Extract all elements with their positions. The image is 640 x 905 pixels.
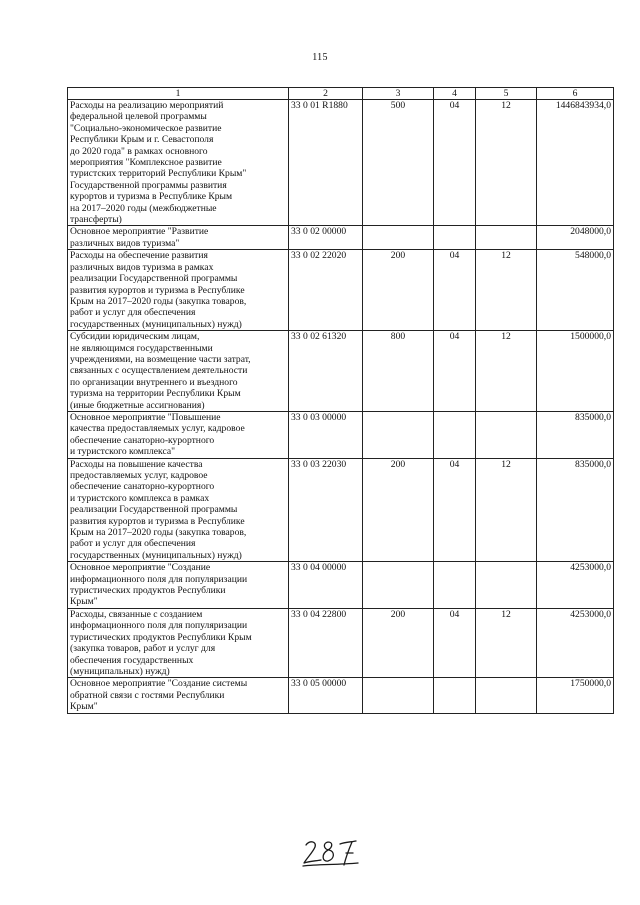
page-number: 115 <box>312 52 328 63</box>
row-expense-type: 500 <box>363 100 434 226</box>
row-expense-type: 200 <box>363 458 434 562</box>
table-row <box>68 226 614 250</box>
row-expense-type <box>363 678 434 713</box>
row-name: Основное мероприятие "Повышение качества предоставляемых услуг, кадровое обеспечение санаторно-курортного и туристского комплекса" <box>68 411 289 458</box>
table-row <box>68 678 614 713</box>
header-col-4: 4 <box>434 88 476 100</box>
row-target-code: 33 0 05 00000 <box>289 678 363 713</box>
table-row <box>68 458 614 562</box>
row-target-code: 33 0 03 00000 <box>289 411 363 458</box>
budget-table <box>67 87 614 714</box>
header-col-5: 5 <box>476 88 537 100</box>
row-amount: 835000,0 <box>537 411 614 458</box>
row-amount: 1500000,0 <box>537 331 614 412</box>
row-amount: 835000,0 <box>537 458 614 562</box>
row-amount: 1446843934,0 <box>537 100 614 226</box>
handwritten-signature <box>300 836 360 868</box>
row-section: 04 <box>434 608 476 677</box>
row-subsection: 12 <box>476 608 537 677</box>
row-subsection <box>476 678 537 713</box>
row-name: Расходы на повышение качества предоставляемых услуг, кадровое обеспечение санаторно-курортного и туристского комплекса в рамках реализации Государственной программы развития курортов и туризма в Республике Крым на 2017–2020 годы (закупка товаров, работ и услуг для обеспечения государственных (муниципальных) нужд) <box>68 458 289 562</box>
row-section: 04 <box>434 250 476 331</box>
row-section: 04 <box>434 100 476 226</box>
table-row <box>68 331 614 412</box>
row-name: Основное мероприятие "Создание системы обратной связи с гостями Республики Крым" <box>68 678 289 713</box>
header-col-1: 1 <box>68 88 289 100</box>
row-section <box>434 562 476 609</box>
row-target-code: 33 0 04 00000 <box>289 562 363 609</box>
row-section: 04 <box>434 331 476 412</box>
row-subsection: 12 <box>476 250 537 331</box>
row-name: Основное мероприятие "Создание информационного поля для популяризации туристических продуктов Республики Крым" <box>68 562 289 609</box>
row-expense-type: 200 <box>363 250 434 331</box>
row-name: Расходы на реализацию мероприятий федеральной целевой программы "Социально-экономическое развитие Республики Крым и г. Севастополя до 2020 года" в рамках основного мероприятия "Комплексное развитие туристских территорий Республики Крым" Государственной программы развития курортов и туризма в Республике Крым на 2017–2020 годы (межбюджетные трансферты) <box>68 100 289 226</box>
row-target-code: 33 0 02 22020 <box>289 250 363 331</box>
row-expense-type: 800 <box>363 331 434 412</box>
header-col-6: 6 <box>537 88 614 100</box>
row-section <box>434 411 476 458</box>
row-section <box>434 678 476 713</box>
row-expense-type <box>363 562 434 609</box>
table-row <box>68 411 614 458</box>
header-col-3: 3 <box>363 88 434 100</box>
table-header-row <box>68 88 614 100</box>
row-name: Основное мероприятие "Развитие различных видов туризма" <box>68 226 289 250</box>
row-target-code: 33 0 02 00000 <box>289 226 363 250</box>
row-subsection: 12 <box>476 100 537 226</box>
row-subsection <box>476 562 537 609</box>
row-subsection: 12 <box>476 458 537 562</box>
row-amount: 1750000,0 <box>537 678 614 713</box>
row-name: Субсидии юридическим лицам, не являющимся государственными учреждениями, на возмещение части затрат, связанных с осуществлением деятельности по организации внутреннего и въездного туризма на территории Республики Крым (иные бюджетные ассигнования) <box>68 331 289 412</box>
table-row <box>68 100 614 226</box>
table-row <box>68 608 614 677</box>
header-col-2: 2 <box>289 88 363 100</box>
row-expense-type <box>363 226 434 250</box>
row-section <box>434 226 476 250</box>
row-amount: 4253000,0 <box>537 562 614 609</box>
row-section: 04 <box>434 458 476 562</box>
table-row <box>68 562 614 609</box>
row-amount: 4253000,0 <box>537 608 614 677</box>
row-subsection <box>476 226 537 250</box>
row-name: Расходы на обеспечение развития различных видов туризма в рамках реализации Государственной программы развития курортов и туризма в Республике Крым на 2017–2020 годы (закупка товаров, работ и услуг для обеспечения государственных (муниципальных) нужд) <box>68 250 289 331</box>
row-subsection: 12 <box>476 331 537 412</box>
row-amount: 548000,0 <box>537 250 614 331</box>
row-target-code: 33 0 04 22800 <box>289 608 363 677</box>
row-subsection <box>476 411 537 458</box>
row-target-code: 33 0 03 22030 <box>289 458 363 562</box>
row-target-code: 33 0 02 61320 <box>289 331 363 412</box>
row-expense-type: 200 <box>363 608 434 677</box>
row-name: Расходы, связанные с созданием информационного поля для популяризации туристических продуктов Республики Крым (закупка товаров, работ и услуг для обеспечения государственных (муниципальных) нужд) <box>68 608 289 677</box>
row-target-code: 33 0 01 R1880 <box>289 100 363 226</box>
row-expense-type <box>363 411 434 458</box>
row-amount: 2048000,0 <box>537 226 614 250</box>
table-row <box>68 250 614 331</box>
